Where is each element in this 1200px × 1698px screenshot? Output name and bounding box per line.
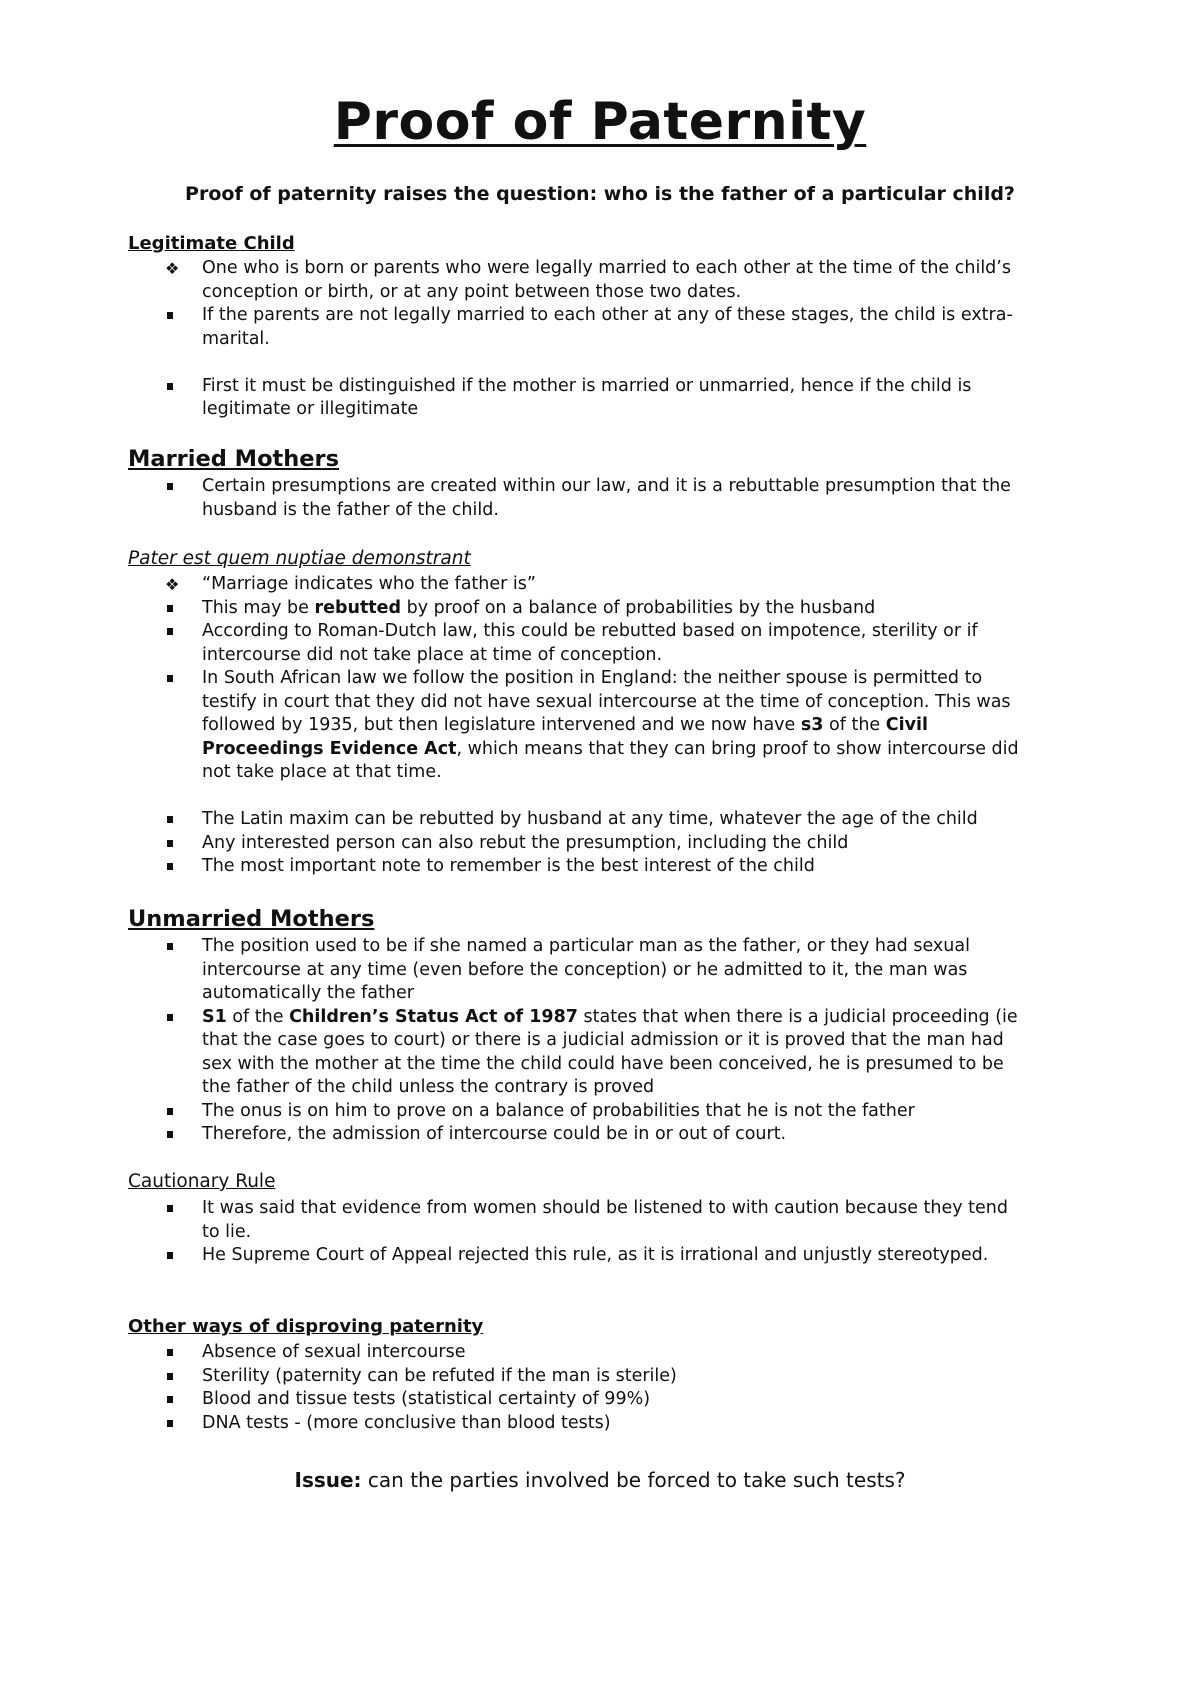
- list-item: If the parents are not legally married to each other at any of these stages, the child is extra-marital.: [202, 305, 1013, 349]
- list-item: He Supreme Court of Appeal rejected this rule, as it is irrational and unjustly stereotyped.: [202, 1245, 989, 1265]
- married-mothers-heading: Married Mothers: [128, 446, 340, 472]
- page-title: Proof of Paternity: [333, 92, 867, 152]
- legitimate-child-heading: Legitimate Child: [128, 233, 295, 254]
- other-ways-list: [0, 1341, 1022, 1435]
- cautionary-rule-list: [0, 1197, 1022, 1268]
- page-subtitle: Proof of paternity raises the question: who is the father of a particular child?: [185, 183, 1015, 205]
- four-diamond-bullet-icon: ❖: [165, 259, 180, 278]
- list-item: Therefore, the admission of intercourse could be in or out of court.: [202, 1124, 787, 1144]
- issue-statement: [0, 1468, 1200, 1492]
- issue-text: can the parties involved be forced to take such tests?: [361, 1468, 906, 1492]
- list-item: Absence of sexual intercourse: [202, 1342, 466, 1362]
- list-item: The Latin maxim can be rebutted by husband at any time, whatever the age of the child: [202, 809, 978, 829]
- list-item: ❖ One who is born or parents who were legally married to each other at the time of the child’s conception or birth, or at any point between those two dates.: [165, 258, 1011, 302]
- unmarried-mothers-heading: Unmarried Mothers: [128, 906, 375, 932]
- other-ways-heading: Other ways of disproving paternity: [128, 1316, 484, 1337]
- list-item: The most important note to remember is the best interest of the child: [202, 856, 815, 876]
- list-item: It was said that evidence from women should be listened to with caution because they tend to lie.: [202, 1198, 1008, 1242]
- list-item: In South African law we follow the position in England: the neither spouse is permitted to testify in court that they did not have sexual intercourse at the time of conception. This was followed by 1935, but then legislature intervened and we now have s3 of the Civil Proceedings Evidence Act, which means that they can bring proof to show intercourse did not take place at that time.: [202, 668, 1019, 782]
- legitimate-child-list: [0, 257, 1022, 422]
- list-item: Blood and tissue tests (statistical certainty of 99%): [202, 1389, 651, 1409]
- list-item: DNA tests - (more conclusive than blood tests): [202, 1412, 611, 1433]
- issue-label: Issue:: [294, 1468, 362, 1492]
- list-item: According to Roman-Dutch law, this could be rebutted based on impotence, sterility or if intercourse did not take place at time of conception.: [202, 621, 978, 665]
- list-item: The onus is on him to prove on a balance of probabilities that he is not the father: [202, 1100, 915, 1121]
- list-item: ❖ “Marriage indicates who the father is”: [0, 573, 1022, 597]
- pater-est-heading: Pater est quem nuptiae demonstrant: [128, 548, 471, 569]
- list-item: Any interested person can also rebut the presumption, including the child: [202, 832, 849, 853]
- list-item: The position used to be if she named a particular man as the father, or they had sexual intercourse at any time (even before the conception) or he admitted to it, the man was automatically the father: [202, 936, 970, 1003]
- unmarried-mothers-list: [0, 935, 1022, 1147]
- list-item: S1 of the Children’s Status Act of 1987 states that when there is a judicial proceeding (ie that the case goes to court) or there is a judicial admission or it is proved that the man had sex with the mother at the time the child could have been conceived, he is presumed to be the father of the child unless the contrary is proved: [202, 1006, 1018, 1097]
- list-item: Certain presumptions are created within our law, and it is a rebuttable presumption that the husband is the father of the child.: [202, 476, 1011, 520]
- four-diamond-bullet-icon: ❖: [165, 575, 180, 594]
- list-item: First it must be distinguished if the mother is married or unmarried, hence if the child is legitimate or illegitimate: [202, 375, 972, 419]
- married-mothers-list: [0, 475, 1022, 522]
- pater-est-list: [0, 573, 1022, 879]
- list-item: Sterility (paternity can be refuted if the man is sterile): [202, 1365, 677, 1386]
- list-item: This may be rebutted by proof on a balance of probabilities by the husband: [202, 597, 876, 618]
- cautionary-rule-heading: Cautionary Rule: [128, 1171, 276, 1192]
